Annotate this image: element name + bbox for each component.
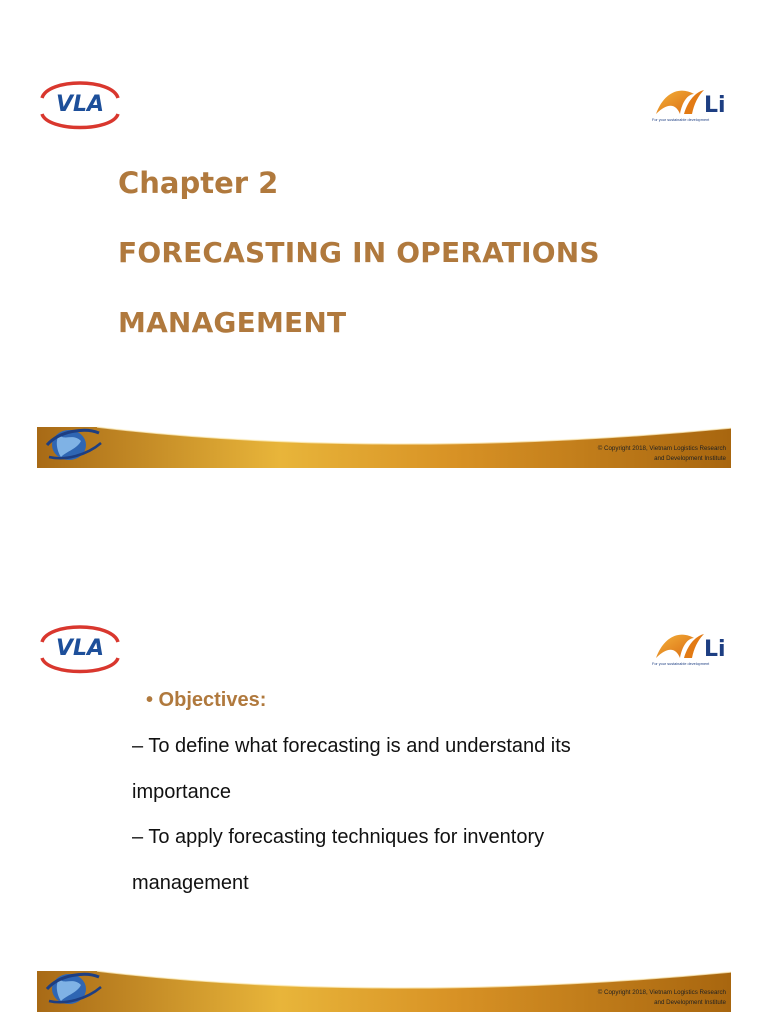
vli-logo — [652, 628, 728, 674]
copyright-line-1: © Copyright 2018, Vietnam Logistics Research — [597, 445, 726, 452]
objective-line-3: – To apply forecasting techniques for inventory — [132, 826, 545, 848]
objective-line-1: – To define what forecasting is and understand its — [132, 735, 571, 757]
slide-title-line-1: FORECASTING IN OPERATIONS — [118, 236, 600, 269]
footer-emblem — [37, 965, 107, 1011]
copyright-line-2: and Development Institute — [654, 999, 726, 1006]
footer-emblem — [37, 421, 107, 467]
copyright-line-1: © Copyright 2018, Vietnam Logistics Research — [597, 989, 726, 996]
vli-tagline: For your sustainable development — [652, 661, 710, 666]
chapter-label: Chapter 2 — [118, 166, 279, 200]
objectives-slide — [0, 512, 768, 1024]
objective-line-2: importance — [132, 781, 231, 803]
slide-title-line-2: MANAGEMENT — [118, 306, 347, 339]
vla-logo-text: VLA — [55, 92, 105, 117]
vli-tagline: For your sustainable development — [652, 117, 710, 122]
copyright-notice — [598, 444, 726, 464]
vli-logo-letters: Li — [704, 637, 726, 662]
objectives-heading: • Objectives: — [146, 689, 267, 711]
vla-logo — [34, 616, 126, 680]
vli-logo — [652, 84, 728, 130]
vla-logo — [34, 72, 126, 136]
copyright-line-2: and Development Institute — [654, 455, 726, 462]
vla-logo-text: VLA — [55, 636, 105, 661]
objective-line-4: management — [132, 872, 249, 894]
vli-logo-letters: Li — [704, 93, 726, 118]
copyright-notice — [598, 988, 726, 1008]
